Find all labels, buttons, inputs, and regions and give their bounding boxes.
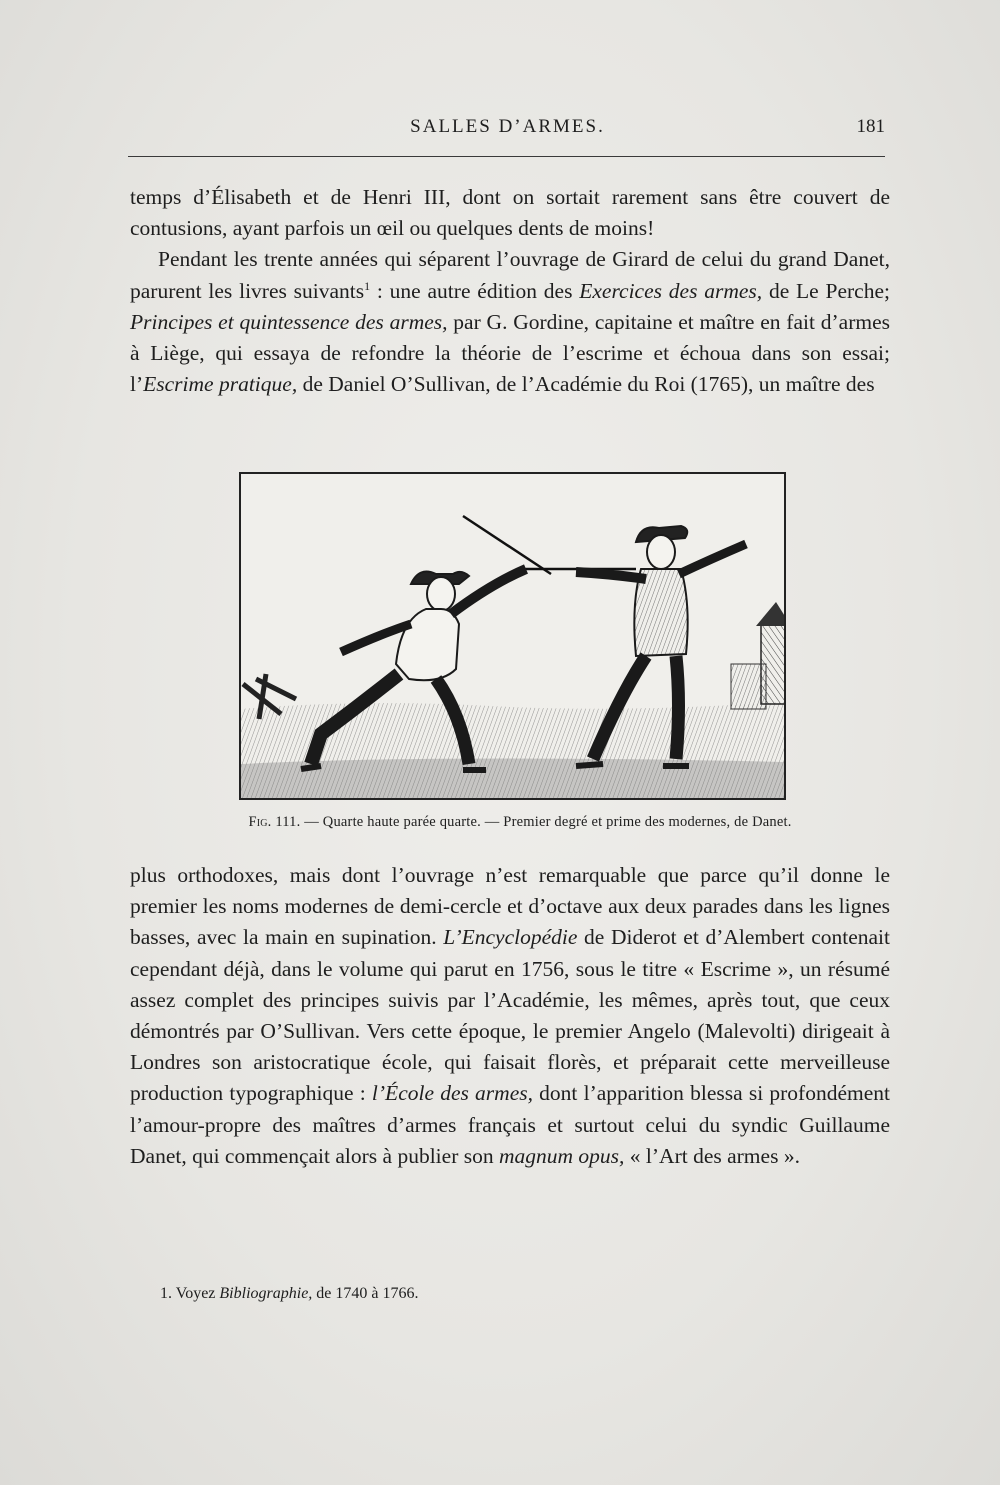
text-run: plus orthodoxes, mais dont l’ouvrage n’est remarquable que parce qu’il donne le premier les noms modernes de demi-cercle et d’octave aux deux parades dans les lignes basses, avec la main en supination. [130, 863, 890, 950]
body-text-top [130, 182, 890, 400]
book-title: l’École des armes, [371, 1081, 533, 1106]
text-run: de 1740 à 1766. [312, 1285, 419, 1302]
text-run: de Le Perche; [762, 278, 890, 303]
caption-text: — Quarte haute parée quarte. — Premier degré et prime des modernes, de Danet. [300, 814, 792, 830]
text-run: « l’Art des armes ». [624, 1143, 800, 1168]
text-run: de Daniel O’Sullivan, de l’Académie du Roi (1765), un maître des [297, 372, 875, 397]
book-title: magnum opus, [498, 1143, 625, 1168]
footnote-ref: 1 [364, 278, 371, 293]
book-title: Exercices des armes, [579, 278, 763, 303]
text-run: dont l’apparition blessa si profondément l’amour-propre des maîtres d’armes français et surtout celui du syndic Guillaume Danet, qui commençait alors à publier son [130, 1081, 890, 1168]
page-number: 181 [856, 116, 885, 137]
caption-label: Fig. 111. [248, 814, 301, 830]
text-run: Voyez [172, 1285, 220, 1302]
book-title: L’Encyclopédie [443, 925, 578, 950]
figure-caption [200, 814, 840, 831]
text-run: Pendant les trente années qui séparent l’ouvrage de Girard de celui du grand Danet, parurent les livres suivants [130, 247, 890, 303]
footnote-number: 1. [160, 1285, 172, 1302]
running-head [130, 116, 885, 142]
book-title: Principes et quintessence des armes, [130, 309, 448, 334]
paragraph-books-list [130, 244, 890, 400]
fencing-engraving [239, 472, 786, 800]
paragraph-main [130, 860, 890, 1172]
text-run: : une autre édition des [370, 278, 580, 303]
book-title: Escrime pratique, [143, 372, 298, 397]
engraving-illustration [241, 474, 784, 798]
body-text-bottom [130, 860, 890, 1172]
paragraph-continued: temps d’Élisabeth et de Henri III, dont on sortait rarement sans être couvert de contusions, ayant parfois un œil ou quelques dents de moins! [130, 185, 890, 241]
header-rule [128, 156, 885, 157]
footnote-title: Bibliographie, [219, 1285, 313, 1302]
footnote [160, 1285, 760, 1303]
text-run: de Diderot et d’Alembert contenait cependant déjà, dans le volume qui parut en 1756, sous le titre « Escrime », un résumé assez complet des principes suivis par l’Académie, les mêmes, après tout, que ceux démontrés par O’Sullivan. Vers cette époque, le premier Angelo (Malevolti) dirigeait à Londres son aristocratique école, qui faisait florès, et préparait cette merveilleuse production typographique : [130, 925, 890, 1106]
text-run: par G. Gordine, capitaine et maître en fait d’armes à Liège, qui essaya de refondre la théorie de l’escrime et échoua dans son essai; l’ [130, 309, 890, 397]
running-title: SALLES D’ARMES. [410, 116, 605, 137]
